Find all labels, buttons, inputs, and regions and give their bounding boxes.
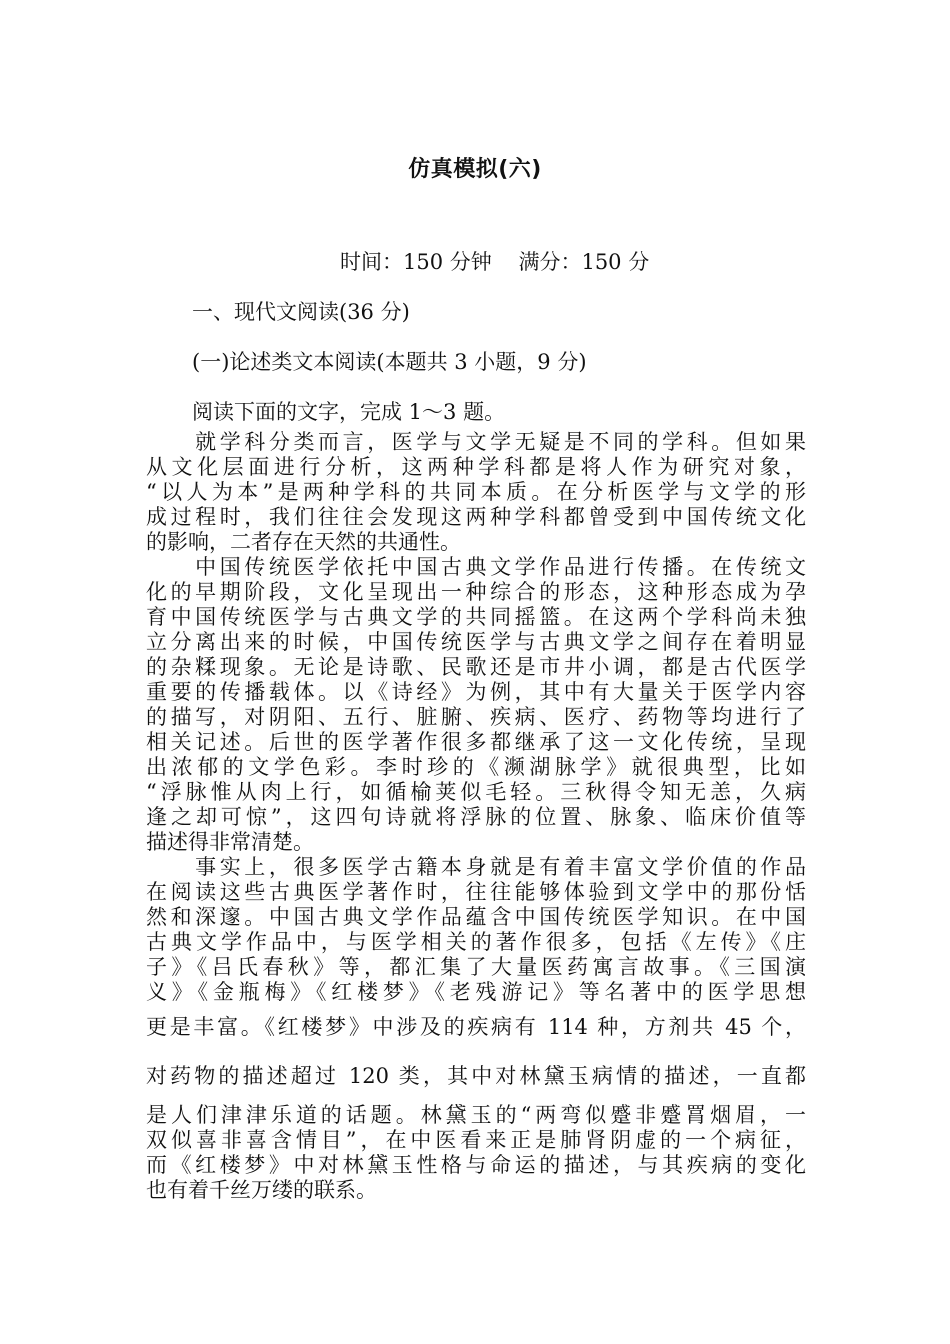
passage-text (146, 430, 806, 1203)
passage-line: 事实上，很多医学古籍本身就是有着丰富文学价值的作品 (146, 855, 806, 879)
passage-line: 成过程时，我们往往会发现这两种学科都曾受到中国传统文化 (146, 505, 806, 529)
section-heading-2: (一)论述类文本阅读(本题共 3 小题，9 分) (192, 350, 587, 374)
passage-line: 逢之却可惊”，这四句诗就将浮脉的位置、脉象、临床价值等 (146, 805, 806, 829)
page-title: 仿真模拟(六) (408, 157, 542, 182)
passage-line: 更是丰富。《红楼梦》中涉及的疾病有 114 种，方剂共 45 个， (146, 1015, 806, 1039)
passage-line: 也有着千丝万缕的联系。 (146, 1178, 377, 1202)
passage-line: 义》《金瓶梅》《红楼梦》《老残游记》等名著中的医学思想 (146, 980, 806, 1004)
exam-meta: 时间：150 分钟 满分：150 分 (340, 250, 650, 274)
passage-line: 古典文学作品中，与医学相关的著作很多，包括《左传》《庄 (146, 930, 806, 954)
passage-line: 育中国传统医学与古典文学的共同摇篮。在这两个学科尚未独 (146, 605, 806, 629)
passage-line: 在阅读这些古典医学著作时，往往能够体验到文学中的那份恬 (146, 880, 806, 904)
passage-line: 出浓郁的文学色彩。李时珍的《濒湖脉学》就很典型，比如 (146, 755, 806, 779)
passage-line: 中国传统医学依托中国古典文学作品进行传播。在传统文 (146, 555, 806, 579)
reading-instruction: 阅读下面的文字，完成 1～3 题。 (192, 400, 506, 424)
passage-line: 重要的传播载体。以《诗经》为例，其中有大量关于医学内容 (146, 680, 806, 704)
passage-line: 的影响，二者存在天然的共通性。 (146, 530, 461, 554)
passage-line: 是人们津津乐道的话题。林黛玉的“两弯似蹙非蹙罥烟眉，一 (146, 1103, 806, 1127)
passage-line: 对药物的描述超过 120 类，其中对林黛玉病情的描述，一直都 (146, 1064, 806, 1088)
passage-line: 子》《吕氏春秋》等，都汇集了大量医药寓言故事。《三国演 (146, 955, 806, 979)
passage-line: 的杂糅现象。无论是诗歌、民歌还是市井小调，都是古代医学 (146, 655, 806, 679)
passage-line: 立分离出来的时候，中国传统医学与古典文学之间存在着明显 (146, 630, 806, 654)
passage-line: 相关记述。后世的医学著作很多都继承了这一文化传统，呈现 (146, 730, 806, 754)
passage-line: “以人为本”是两种学科的共同本质。在分析医学与文学的形 (146, 480, 806, 504)
passage-line: 化的早期阶段，文化呈现出一种综合的形态，这种形态成为孕 (146, 580, 806, 604)
section-heading-1: 一、现代文阅读(36 分) (192, 300, 410, 324)
passage-line: 然和深邃。中国古典文学作品蕴含中国传统医学知识。在中国 (146, 905, 806, 929)
passage-line: 就学科分类而言，医学与文学无疑是不同的学科。但如果 (146, 430, 806, 454)
passage-line: 而《红楼梦》中对林黛玉性格与命运的描述，与其疾病的变化 (146, 1153, 806, 1177)
passage-line: 描述得非常清楚。 (146, 830, 314, 854)
passage-line: 的描写，对阴阳、五行、脏腑、疾病、医疗、药物等均进行了 (146, 705, 806, 729)
passage-line: 从文化层面进行分析，这两种学科都是将人作为研究对象， (146, 455, 806, 479)
passage-line: “浮脉惟从肉上行，如循榆荚似毛轻。三秋得令知无恙，久病 (146, 780, 806, 804)
passage-line: 双似喜非喜含情目”，在中医看来正是肺肾阴虚的一个病征， (146, 1128, 806, 1152)
